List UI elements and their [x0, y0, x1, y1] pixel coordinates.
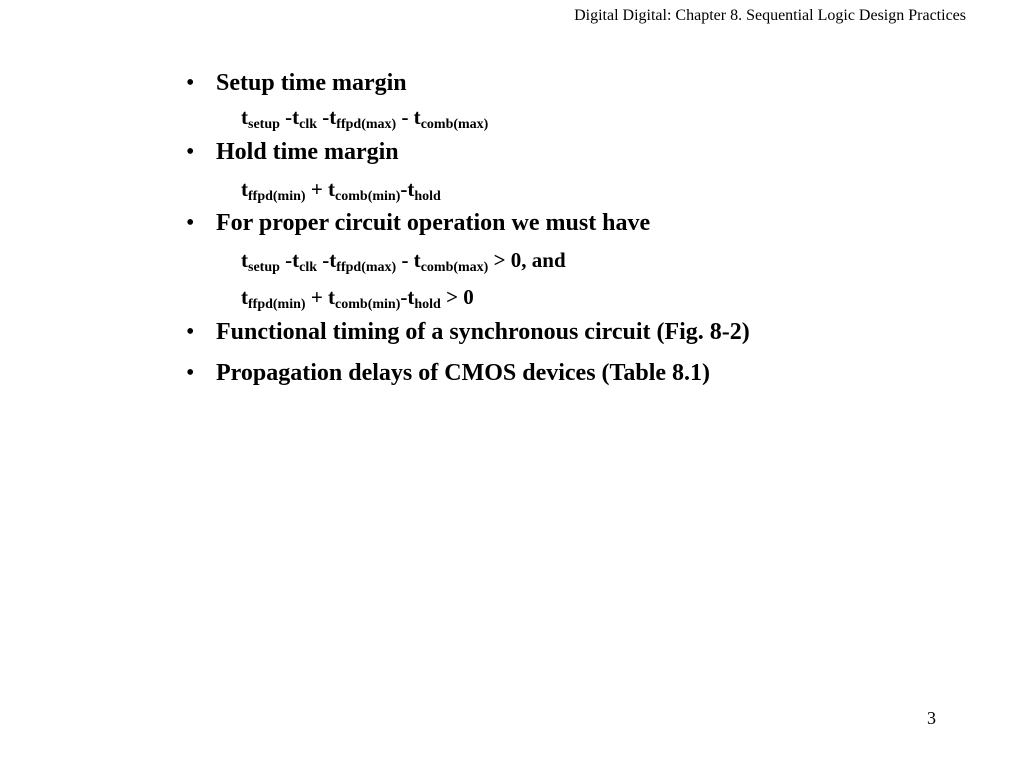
- bullet-dot-icon: •: [186, 360, 195, 386]
- subscript-clk: clk: [299, 260, 318, 275]
- bullet-text: Propagation delays of CMOS devices (Table 8.1): [216, 360, 711, 386]
- slide-content: [186, 68, 966, 388]
- formula-term: t: [241, 105, 248, 129]
- bullet-text: Functional timing of a synchronous circuit (Fig. 8-2): [216, 319, 750, 345]
- subscript-ffpd-min: ffpd(min): [248, 297, 306, 312]
- bullet-propagation-delays: [186, 358, 966, 388]
- formula-term: -t: [317, 248, 337, 272]
- bullet-proper-operation: [186, 208, 966, 238]
- bullet-text: Setup time margin: [216, 70, 407, 96]
- subscript-clk: clk: [299, 117, 318, 132]
- bullet-hold-time-margin: [186, 137, 966, 167]
- formula-term: + t: [305, 285, 336, 309]
- subscript-ffpd-max: ffpd(max): [336, 117, 397, 132]
- subscript-setup: setup: [248, 117, 280, 132]
- bullet-dot-icon: •: [186, 319, 195, 345]
- formula-term: - t: [396, 105, 421, 129]
- formula-term: > 0, and: [488, 248, 566, 272]
- formula-hold-condition: [186, 283, 966, 311]
- formula-term: -t: [279, 105, 300, 129]
- formula-term: > 0: [440, 285, 474, 309]
- subscript-ffpd-min: ffpd(min): [248, 189, 306, 204]
- subscript-comb-max: comb(max): [420, 260, 489, 275]
- bullet-setup-time-margin: [186, 68, 966, 98]
- formula-term: -t: [400, 177, 415, 201]
- formula-setup-condition: [186, 246, 966, 274]
- formula-term: -t: [400, 285, 415, 309]
- formula-term: + t: [305, 177, 336, 201]
- formula-term: t: [241, 285, 248, 309]
- bullet-dot-icon: •: [186, 70, 195, 96]
- subscript-comb-max: comb(max): [420, 117, 489, 132]
- formula-term: -t: [279, 248, 300, 272]
- formula-term: t: [241, 177, 248, 201]
- bullet-functional-timing: [186, 317, 966, 347]
- subscript-hold: hold: [414, 297, 441, 312]
- bullet-text: For proper circuit operation we must have: [216, 210, 651, 236]
- bullet-dot-icon: •: [186, 210, 195, 236]
- subscript-hold: hold: [414, 189, 441, 204]
- subscript-setup: setup: [248, 260, 280, 275]
- bullet-dot-icon: •: [186, 139, 195, 165]
- subscript-ffpd-max: ffpd(max): [336, 260, 397, 275]
- formula-term: t: [241, 248, 248, 272]
- formula-term: - t: [396, 248, 421, 272]
- page-number: 3: [927, 708, 936, 728]
- subscript-comb-min: comb(min): [335, 297, 401, 312]
- formula-hold-margin: [186, 175, 966, 203]
- subscript-comb-min: comb(min): [335, 189, 401, 204]
- bullet-text: Hold time margin: [216, 139, 399, 165]
- formula-term: -t: [317, 105, 337, 129]
- slide-header-title: Digital Digital: Chapter 8. Sequential Logic Design Practices: [574, 7, 966, 24]
- formula-setup-margin: [186, 103, 966, 131]
